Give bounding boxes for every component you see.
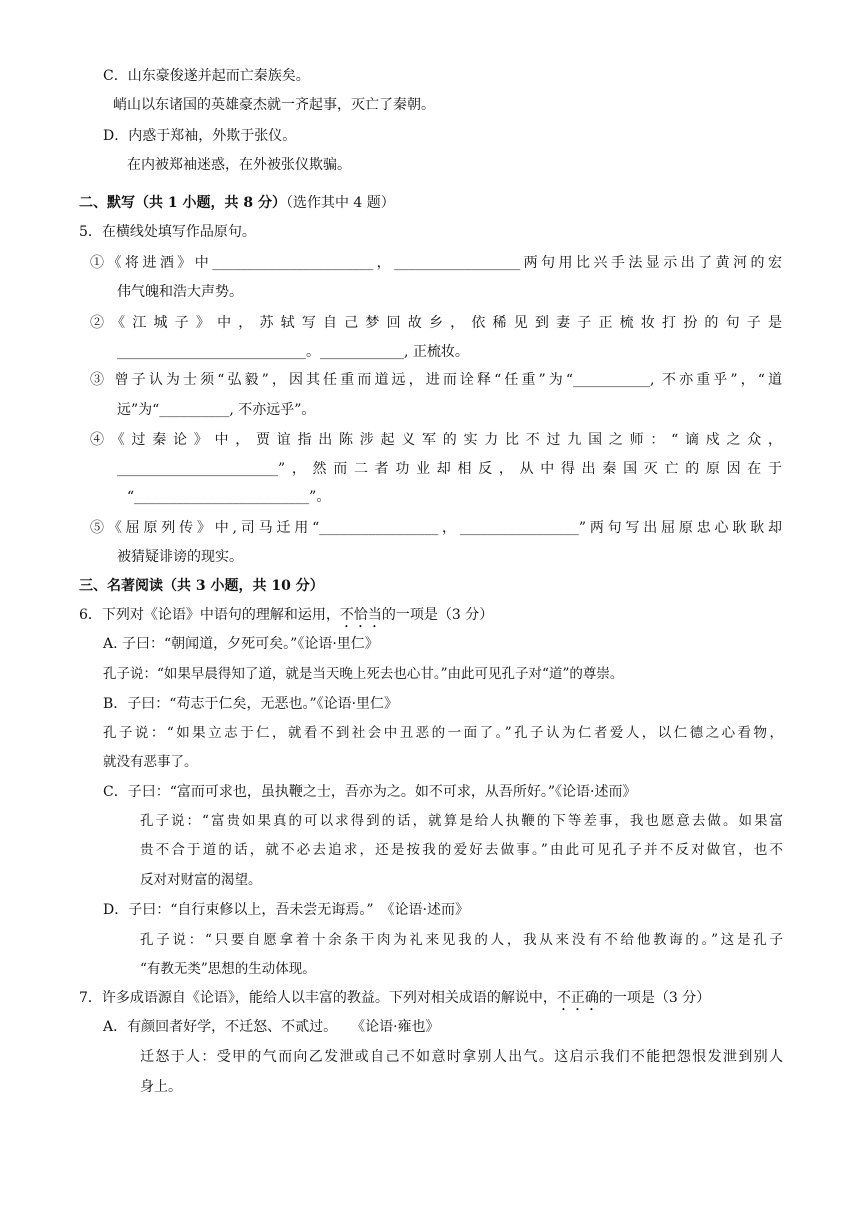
q6-option-c-translation-3: 反对对财富的渴望。 [140, 872, 262, 888]
q6-stem-post: 的一项是（3 分） [381, 607, 494, 623]
q5-item-4-line-1: ④《过秦论》中，贾谊指出陈涉起义军的实力比不过九国之师：“谪戍之众， [90, 432, 782, 448]
question-6-stem [79, 605, 493, 631]
option-c-label: C．山东豪俊遂并起而亡秦族矣。 [103, 68, 310, 84]
q6-option-b-translation-2: 就没有恶事了。 [103, 754, 198, 770]
q6-option-c: C．子曰：“富而可求也，虽执鞭之士，吾亦为之。如不可求，从吾所好。”《论语·述而》 [103, 784, 637, 800]
q5-item-5-line-2: 被猜疑诽谤的现实。 [117, 549, 243, 565]
q5-item-4-line-3: “_________________________”。 [127, 489, 331, 505]
q5-item-4-line-2: _______________________”，然而二者功业却相反，从中得出秦国灭亡的原因在于 [117, 461, 782, 477]
q5-item-1-line-2: 伟气魄和浩大声势。 [117, 284, 243, 300]
q6-option-b-translation-1: 孔子说：“如果立志于仁，就看不到社会中丑恶的一面了。”孔子认为仁者爱人，以仁德之心看物， [103, 725, 783, 741]
option-d-translation: 在内被郑袖迷惑，在外被张仪欺骗。 [127, 157, 351, 173]
q6-option-a-translation: 孔子说：“如果早晨得知了道，就是当天晚上死去也心甘。”由此可见孔子对“道”的尊崇。 [103, 666, 624, 682]
q6-option-d-translation-1: 孔子说：“只要自愿拿着十余条干肉为礼来见我的人，我从来没有不给他教诲的。”这是孔子 [140, 932, 783, 948]
section-2-heading [79, 193, 395, 213]
q7-option-a-translation-2: 身上。 [140, 1079, 182, 1095]
q5-item-3-line-1: ③ 曾子认为士须“弘毅”，因其任重而道远，进而诠释“任重”为“___________, 不亦重乎”，“道 [90, 372, 782, 388]
q6-emphasis: 不恰当 [339, 607, 382, 623]
q6-option-a: A. 子曰：“朝闻道，夕死可矣。”《论语·里仁》 [103, 636, 379, 652]
q5-item-5-line-1: ⑤《屈原列传》中,司马迁用“_________________，_________________”两句写出屈原忠心耿耿却 [90, 520, 782, 536]
q5-item-1-line-1: ①《将进酒》中_______________________，__________________两句用比兴手法显示出了黄河的宏 [90, 255, 782, 271]
option-d-label: D．内惑于郑袖，外欺于张仪。 [103, 128, 297, 144]
q6-option-c-translation-1: 孔子说：“富贵如果真的可以求得到的话，就算是给人执鞭的下等差事，我也愿意去做。如果富 [140, 813, 783, 829]
section-2-title: 二、默写（共 1 小题，共 8 分） [79, 195, 286, 211]
q6-option-b: B．子曰：“苟志于仁矣，无恶也。”《论语·里仁》 [103, 696, 399, 712]
question-7-stem [79, 988, 710, 1014]
q5-item-2-line-2: ___________________________。____________, 正梳妆。 [117, 344, 469, 360]
q7-emphasis: 不正确 [556, 990, 599, 1006]
q6-option-d-translation-2: “有教无类”思想的生动体现。 [140, 961, 316, 977]
q5-item-2-line-1: ②《江城子》中，苏轼写自己梦回故乡，依稀见到妻子正梳妆打扮的句子是 [90, 315, 782, 331]
q6-option-d: D．子曰：“自行束修以上，吾未尝无诲焉。” 《论语·述而》 [103, 902, 469, 918]
q7-option-a: A．有颜回者好学，不迁怒、不贰过。 《论语·雍也》 [103, 1019, 440, 1035]
q5-item-3-line-2: 远”为“__________, 不亦远乎”。 [117, 402, 316, 418]
question-5-stem: 5．在横线处填写作品原句。 [79, 224, 256, 240]
q7-option-a-translation-1: 迁怒于人：受甲的气而向乙发泄或自己不如意时拿别人出气。这启示我们不能把怨恨发泄到别人 [140, 1049, 783, 1065]
q6-stem-pre: 6．下列对《论语》中语句的理解和运用， [79, 607, 340, 623]
section-3-heading: 三、名著阅读（共 3 小题，共 10 分） [79, 578, 324, 594]
option-c-translation: 峭山以东诸国的英雄豪杰就一齐起事，灭亡了秦朝。 [113, 97, 435, 113]
q6-option-c-translation-2: 贵不合于道的话，就不必去追求，还是按我的爱好去做事。”由此可见孔子并不反对做官，也不 [140, 842, 783, 858]
section-2-note: （选作其中 4 题） [285, 195, 395, 211]
q7-stem-post: 的一项是（3 分） [598, 990, 711, 1006]
q7-stem-pre: 7．许多成语源自《论语》，能给人以丰富的教益。下列对相关成语的解说中， [79, 990, 557, 1006]
